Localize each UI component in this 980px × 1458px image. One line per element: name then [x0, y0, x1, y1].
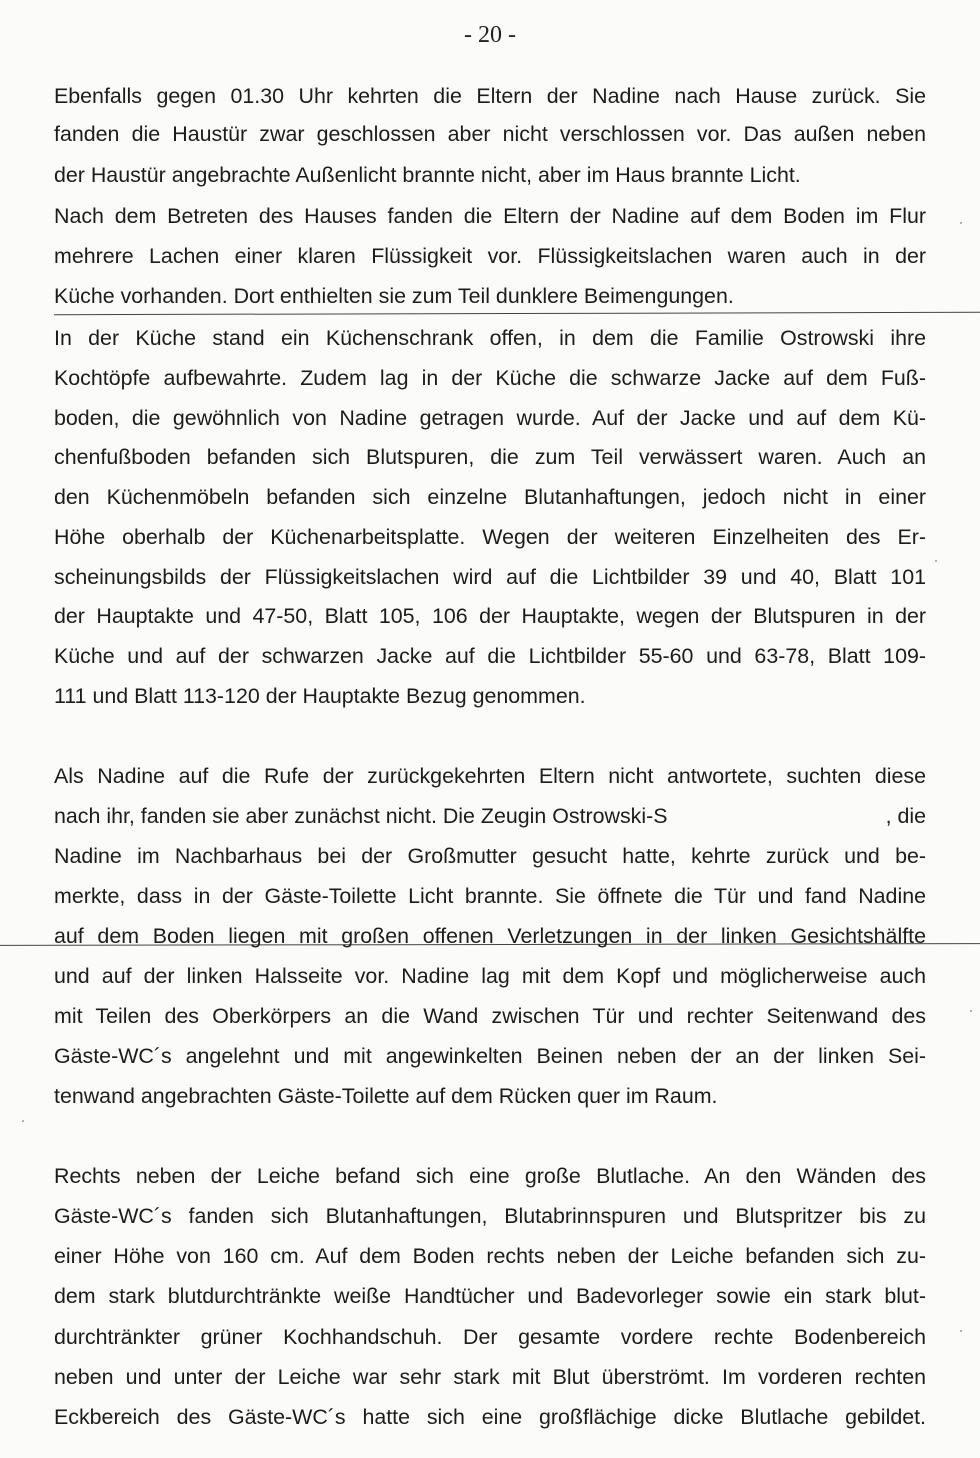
paragraph-1-line-8: Kochtöpfe aufbewahrte. Zudem lag in der Küche die schwarze Jacke auf dem Fuß- — [54, 366, 926, 390]
paragraph-2-line-4: merkte, dass in der Gäste-Toilette Licht brannte. Sie öffnete die Tür und fand Nadine — [54, 884, 926, 908]
paragraph-1-line-14: der Hauptakte und 47-50, Blatt 105, 106 der Hauptakte, wegen der Blutspuren in der — [54, 604, 926, 628]
paragraph-3-line-7: Eckbereich des Gäste-WC´s hatte sich eine großflächige dicke Blutlache gebildet. — [54, 1405, 926, 1429]
paragraph-1-line-2: fanden die Haustür zwar geschlossen aber nicht verschlossen vor. Das außen neben — [54, 122, 926, 146]
paragraph-2-line-1: Als Nadine auf die Rufe der zurückgekehrten Eltern nicht antwortete, suchten diese — [54, 764, 926, 788]
paragraph-1-line-4: Nach dem Betreten des Hauses fanden die Eltern der Nadine auf dem Boden im Flur — [54, 204, 926, 228]
scan-speck — [970, 1010, 972, 1012]
paragraph-3-line-4: dem stark blutdurchtränkte weiße Handtücher und Badevorleger sowie ein stark blut- — [54, 1284, 926, 1308]
paragraph-3-line-2: Gäste-WC´s fanden sich Blutanhaftungen, Blutabrinnspuren und Blutspritzer bis zu — [54, 1204, 926, 1228]
paragraph-2-line-2-end: , die — [885, 804, 926, 828]
page-number: - 20 - — [464, 22, 516, 48]
paragraph-2-line-9: tenwand angebrachten Gäste-Toilette auf dem Rücken quer im Raum. — [54, 1084, 718, 1108]
paragraph-2-line-7: mit Teilen des Oberkörpers an die Wand zwischen Tür und rechter Seitenwand des — [54, 1004, 926, 1028]
paragraph-1-line-16: 111 und Blatt 113-120 der Hauptakte Bezug genommen. — [54, 684, 586, 708]
paragraph-1-line-5: mehrere Lachen einer klaren Flüssigkeit vor. Flüssigkeitslachen waren auch in der — [54, 244, 926, 268]
scan-speck — [960, 222, 962, 224]
paragraph-3-line-5: durchtränkter grüner Kochhandschuh. Der gesamte vordere rechte Bodenbereich — [54, 1325, 926, 1349]
paragraph-1-line-7: In der Küche stand ein Küchenschrank offen, in dem die Familie Ostrowski ihre — [54, 326, 926, 350]
paragraph-1-line-6: Küche vorhanden. Dort enthielten sie zum Teil dunklere Beimengungen. — [54, 284, 734, 308]
scan-speck — [935, 560, 937, 562]
paragraph-1-line-13: scheinungsbilds der Flüssigkeitslachen wird auf die Lichtbilder 39 und 40, Blatt 101 — [54, 565, 926, 589]
scan-speck — [960, 1330, 962, 1332]
paragraph-1-line-1: Ebenfalls gegen 01.30 Uhr kehrten die Eltern der Nadine nach Hause zurück. Sie — [54, 84, 926, 108]
paragraph-2-line-2: nach ihr, fanden sie aber zunächst nicht. Die Zeugin Ostrowski-S — [54, 804, 668, 828]
paragraph-1-line-9: boden, die gewöhnlich von Nadine getragen wurde. Auf der Jacke und auf dem Kü- — [54, 406, 926, 430]
paragraph-2-line-5: auf dem Boden liegen mit großen offenen Verletzungen in der linken Gesichtshälfte — [54, 924, 926, 948]
paragraph-1-line-15: Küche und auf der schwarzen Jacke auf die Lichtbilder 55-60 und 63-78, Blatt 109- — [54, 644, 926, 668]
paragraph-3-line-1: Rechts neben der Leiche befand sich eine große Blutlache. An den Wänden des — [54, 1164, 926, 1188]
scan-speck — [22, 1120, 24, 1122]
paragraph-2-line-8: Gäste-WC´s angelehnt und mit angewinkelten Beinen neben der an der linken Sei- — [54, 1044, 926, 1068]
paragraph-1-line-10: chenfußboden befanden sich Blutspuren, die zum Teil verwässert waren. Auch an — [54, 445, 926, 469]
paragraph-1-line-11: den Küchenmöbeln befanden sich einzelne Blutanhaftungen, jedoch nicht in einer — [54, 485, 926, 509]
paragraph-1-line-3: der Haustür angebrachte Außenlicht brannte nicht, aber im Haus brannte Licht. — [54, 163, 801, 187]
paragraph-1-line-12: Höhe oberhalb der Küchenarbeitsplatte. Wegen der weiteren Einzelheiten des Er- — [54, 525, 926, 549]
paragraph-2-line-3: Nadine im Nachbarhaus bei der Großmutter gesucht hatte, kehrte zurück und be- — [54, 844, 926, 868]
paragraph-3-line-6: neben und unter der Leiche war sehr stark mit Blut überströmt. Im vorderen rechten — [54, 1365, 926, 1389]
paragraph-3-line-3: einer Höhe von 160 cm. Auf dem Boden rechts neben der Leiche befanden sich zu- — [54, 1244, 926, 1268]
paragraph-2-line-6: und auf der linken Halsseite vor. Nadine lag mit dem Kopf und möglicherweise auch — [54, 964, 926, 988]
